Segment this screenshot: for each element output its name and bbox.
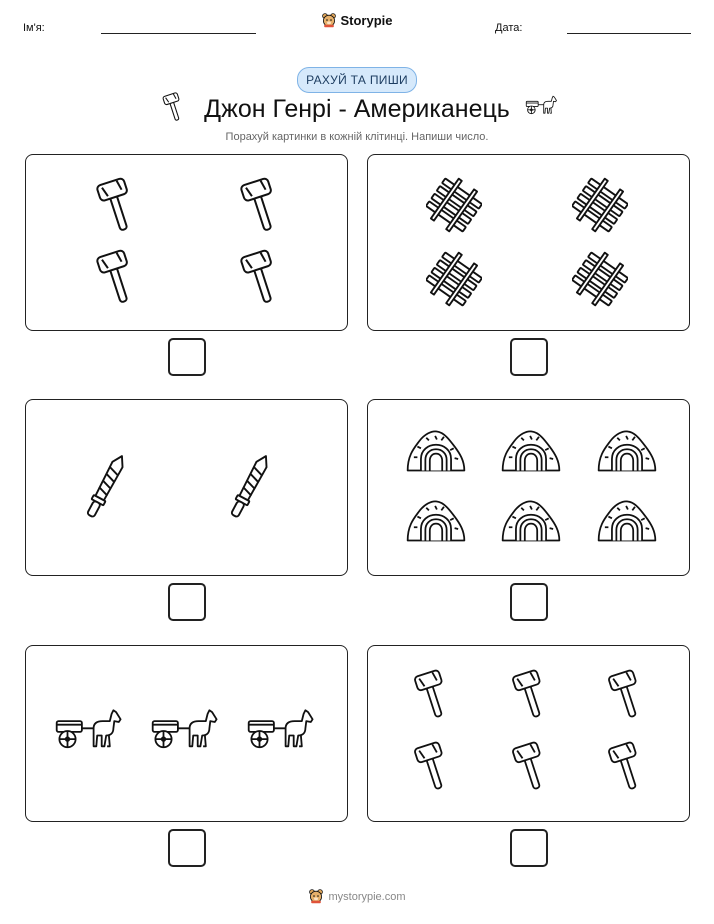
brand-logo <box>0 12 714 28</box>
date-label: Дата: <box>495 22 523 34</box>
answer-box-4[interactable] <box>510 583 548 621</box>
date-line[interactable] <box>567 33 691 34</box>
name-label: Ім'я: <box>23 22 45 34</box>
answer-box-5[interactable] <box>168 829 206 867</box>
tunnel-icon <box>405 498 467 544</box>
hammer-icon <box>238 177 278 237</box>
answer-box-6[interactable] <box>510 829 548 867</box>
hammer-icon <box>412 668 448 724</box>
tunnel-icon <box>500 498 562 544</box>
hammer-icon <box>94 249 134 309</box>
count-panel-2 <box>367 154 690 331</box>
bear-logo-icon <box>321 12 337 28</box>
count-panel-5 <box>25 645 348 822</box>
hammer-icon <box>606 740 642 796</box>
footer-url[interactable]: mystorypie.com <box>328 891 406 903</box>
horse-cart-title-icon <box>525 94 559 118</box>
activity-badge: РАХУЙ ТА ПИШИ <box>297 67 417 93</box>
count-panel-3 <box>25 399 348 576</box>
railroad-track-icon <box>426 251 482 307</box>
railroad-spike-icon <box>230 450 268 526</box>
railroad-spike-icon <box>86 450 124 526</box>
bear-logo-icon <box>308 888 324 904</box>
tunnel-icon <box>596 428 658 474</box>
hammer-icon <box>238 249 278 309</box>
hammer-icon <box>510 668 546 724</box>
railroad-track-icon <box>426 177 482 233</box>
footer <box>0 888 714 904</box>
answer-box-3[interactable] <box>168 583 206 621</box>
hammer-icon <box>94 177 134 237</box>
hammer-icon <box>412 740 448 796</box>
count-panel-4 <box>367 399 690 576</box>
hammer-icon <box>606 668 642 724</box>
name-line[interactable] <box>101 33 256 34</box>
tunnel-icon <box>596 498 658 544</box>
page-title: Джон Генрі - Американець <box>204 95 510 123</box>
count-panel-1 <box>25 154 348 331</box>
horse-cart-icon <box>246 706 318 756</box>
railroad-track-icon <box>572 177 628 233</box>
answer-box-1[interactable] <box>168 338 206 376</box>
railroad-track-icon <box>572 251 628 307</box>
brand-name: Storypie <box>340 13 393 28</box>
answer-box-2[interactable] <box>510 338 548 376</box>
horse-cart-icon <box>150 706 222 756</box>
tunnel-icon <box>500 428 562 474</box>
instructions: Порахуй картинки в кожній клітинці. Напиши число. <box>225 131 489 143</box>
tunnel-icon <box>405 428 467 474</box>
count-panel-6 <box>367 645 690 822</box>
horse-cart-icon <box>54 706 126 756</box>
hammer-icon <box>510 740 546 796</box>
